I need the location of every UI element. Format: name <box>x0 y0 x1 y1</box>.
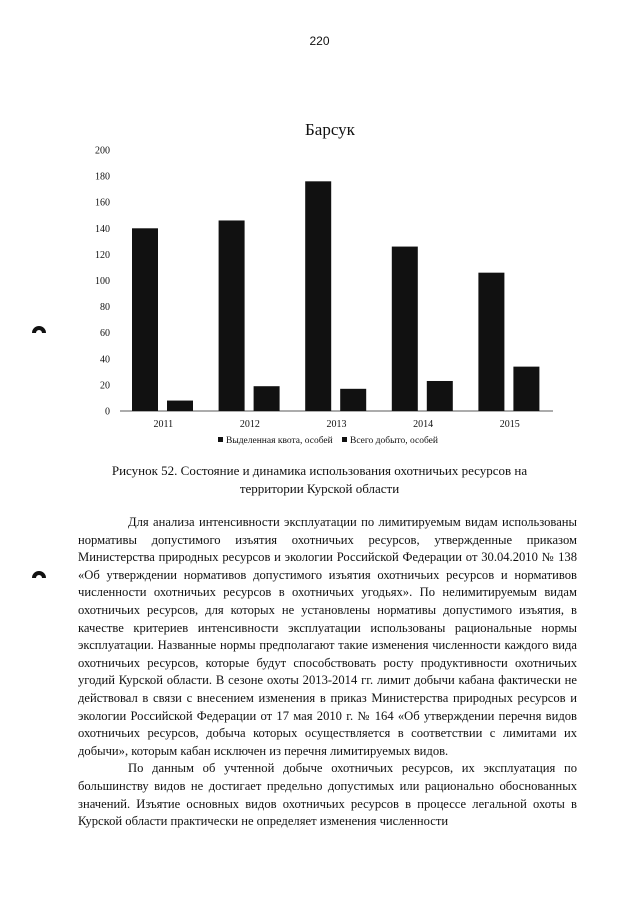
bar-1-2011 <box>132 228 158 411</box>
body-text <box>78 514 577 831</box>
y-tick-label: 160 <box>95 197 110 209</box>
y-tick-label: 80 <box>100 302 110 314</box>
bar-2-2011 <box>167 401 193 411</box>
legend-label-2: Всего добыто, особей <box>350 436 438 446</box>
punch-hole-mark <box>31 563 47 579</box>
bar-2-2014 <box>427 381 453 411</box>
punch-hole-mark <box>31 318 47 334</box>
body-paragraph-2: По данным об учтенной добыче охотничьих ресурсов, их эксплуатация по большинству видов не достигает предельно допустимых или рационально обоснованных значений. Изъятие основных видов охотничьих ресурсов в процессе легальной охоты в Курской области практически не определяет изменения численности <box>78 761 577 829</box>
x-tick-label: 2013 <box>326 419 347 430</box>
y-tick-label: 20 <box>100 380 110 392</box>
bar-1-2015 <box>478 273 504 411</box>
bar-2-2012 <box>254 386 280 411</box>
legend-label-1: Выделенная квота, особей <box>226 436 333 446</box>
figure-caption-line-2: территории Курской области <box>239 481 400 496</box>
page-number: 220 <box>309 34 330 48</box>
legend-swatch-1 <box>218 437 223 442</box>
y-tick-label: 60 <box>100 328 110 340</box>
bar-1-2013 <box>305 181 331 411</box>
y-tick-label: 140 <box>95 223 110 235</box>
bar-1-2012 <box>219 220 245 411</box>
body-paragraph-1: Для анализа интенсивности эксплуатации по лимитируемым видам использованы нормативы допустимого изъятия охотничьих ресурсов, утвержденные приказом Министерства природных ресурсов и экологии Российской Федерации от 30.04.2010 № 138 «Об утверждении нормативов допустимого изъятия охотничьих ресурсов и нормативов численности охотничьих ресурсов в охотничьих угодьях». По нелимитируемым видам охотничьих ресурсов, для которых не установлены нормативы допустимого изъятия, в качестве критериев интенсивности эксплуатации использованы рациональные нормы эксплуатации. Названные нормы предполагают такие изменения численности каждого вида охотничьих ресурсов, которые будут способствовать росту продуктивности охотничьих угодий Курской области. В сезоне охоты 2013-2014 гг. лимит добычи кабана фактически не действовал в связи с внесением изменения в приказ Министерства природных ресурсов и экологии Российской Федерации от 17 мая 2010 г. № 164 «Об утверждении перечня видов охотничьих ресурсов, добыча которых осуществляется в соответствии с лимитами их добычи», которым кабан исключен из перечня лимитируемых видов. <box>78 515 577 758</box>
y-tick-label: 180 <box>95 171 110 183</box>
legend-swatch-2 <box>342 437 347 442</box>
y-tick-label: 100 <box>95 276 110 287</box>
x-tick-label: 2011 <box>153 419 174 430</box>
x-tick-label: 2014 <box>413 419 434 430</box>
figure-caption <box>0 462 639 498</box>
x-tick-label: 2015 <box>499 419 520 430</box>
chart-title: Барсук <box>305 120 355 139</box>
bar-1-2014 <box>392 247 418 411</box>
y-tick-label: 120 <box>95 249 110 261</box>
figure-caption-line-1: Рисунок 52. Состояние и динамика использования охотничьих ресурсов на <box>111 463 528 478</box>
x-tick-label: 2012 <box>239 419 260 430</box>
y-tick-label: 0 <box>105 406 110 418</box>
y-tick-label: 200 <box>95 145 110 157</box>
y-tick-label: 40 <box>100 354 110 366</box>
bar-2-2015 <box>513 367 539 411</box>
bar-2-2013 <box>340 389 366 411</box>
